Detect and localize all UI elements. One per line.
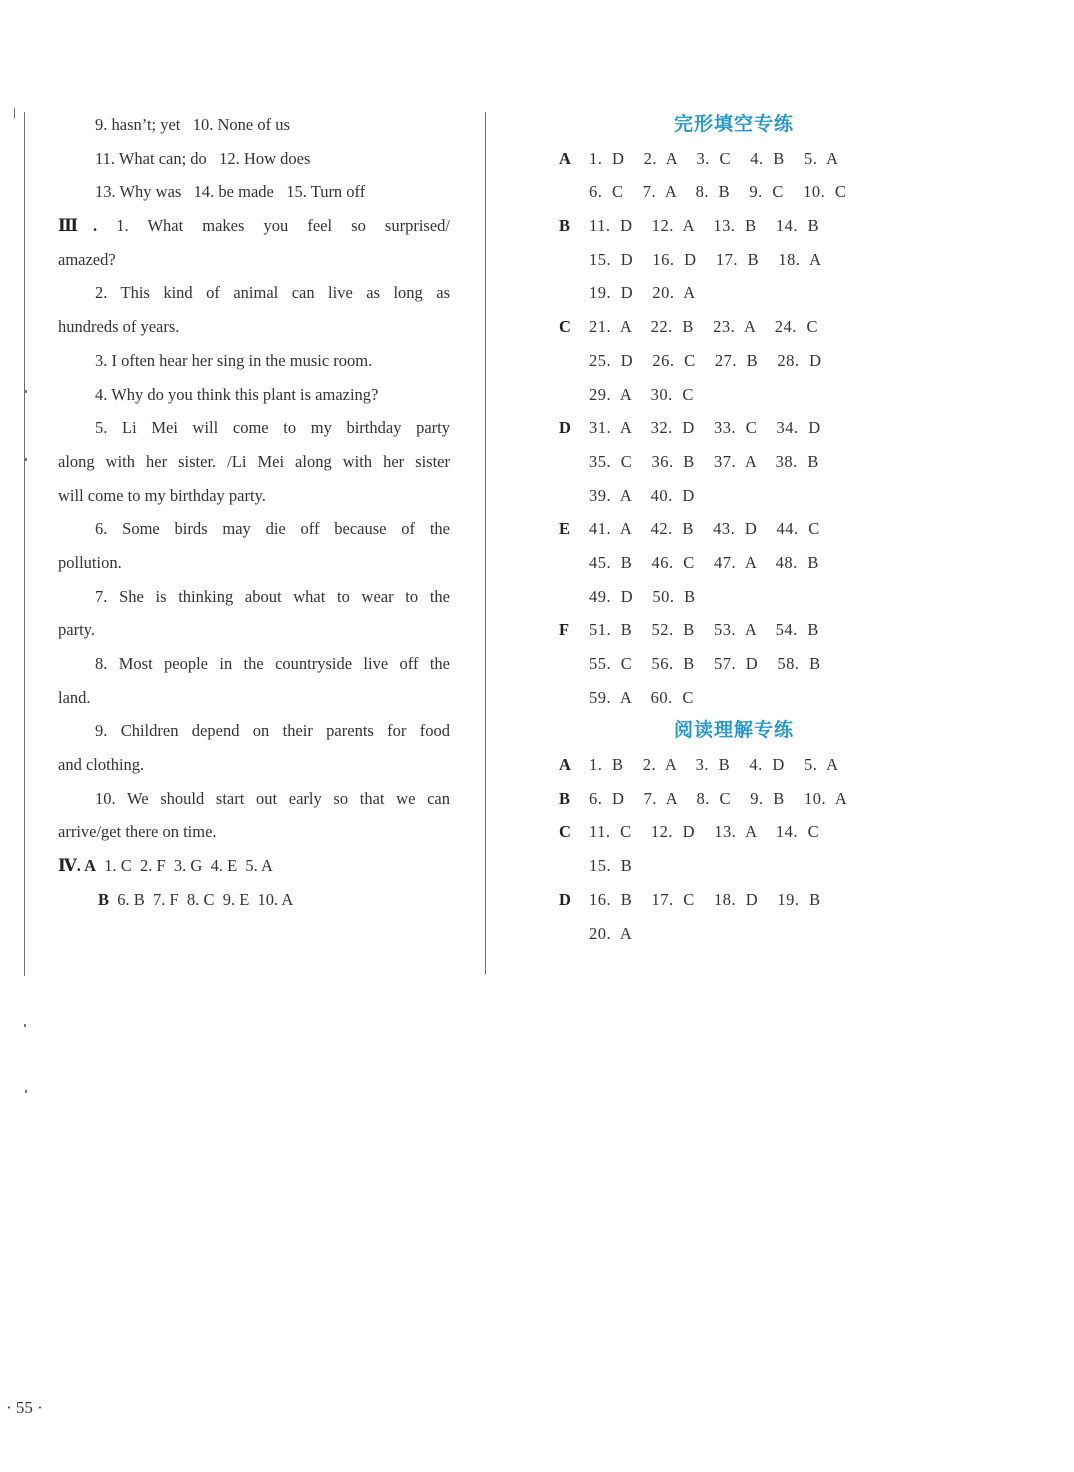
group-label: C [559,822,571,842]
answer-row [555,411,885,445]
answers-text: 19. D 20. A [589,283,696,303]
answer-row [555,883,885,917]
answer-row [555,917,885,951]
section-label: Ⅲ. [58,216,98,236]
answer-text: 4. Why do you think this plant is amazing? [95,384,379,404]
group-label: B [559,216,571,236]
answers-text: 1. B 2. A 3. B 4. D 5. A [589,755,839,775]
answer-line [58,815,450,849]
group-label [555,378,589,412]
answer-text: 9. hasn’t; yet 10. None of us [95,115,290,134]
answer-text: and clothing. [58,755,145,775]
group-label: F [559,620,570,640]
answer-row [555,209,885,243]
answer-row [555,512,885,546]
cloze-section-title: 完形填空专练 [673,113,794,135]
answer-text: party. [58,620,95,640]
answer-row [555,748,885,782]
left-margin-rule [24,112,25,976]
answer-row [555,479,885,513]
reading-section-title: 阅读理解专练 [673,719,794,742]
answer-text: 1. C 2. F 3. G 4. E 5. A [95,856,273,876]
answers-text: 6. D 7. A 8. C 9. B 10. A [589,788,848,808]
page-number: · 55 · [6,1398,43,1417]
group-label: E [559,519,571,539]
answer-line [58,613,450,647]
answer-line [58,883,450,917]
answer-text: 5. Li Mei will come to my birthday party [95,418,450,438]
answer-text: hundreds of years. [58,317,180,337]
answer-line [58,580,450,614]
answer-text: 1. What makes you feel so surprised/ [97,216,450,236]
group-label: A [559,148,571,168]
answer-line [58,748,450,782]
section-label: B [98,889,110,909]
answers-text: 45. B 46. C 47. A 48. B [589,552,819,572]
group-label: B [559,788,571,808]
right-answer-column [555,108,885,950]
answers-text: 6. C 7. A 8. B 9. C 10. C [589,182,847,202]
answers-text: 29. A 30. C [589,384,694,404]
group-label [555,849,589,883]
answer-row [555,344,885,378]
answers-text: 31. A 32. D 33. C 34. D [589,418,821,438]
answer-line [58,849,450,883]
answer-row [555,276,885,310]
group-label [555,276,589,310]
answer-line [58,108,450,142]
answers-text: 11. D 12. A 13. B 14. B [589,216,820,236]
answer-text: amazed? [58,249,116,269]
answers-text: 21. A 22. B 23. A 24. C [589,317,818,337]
answer-line [58,276,450,310]
answer-line [58,546,450,580]
answer-text: land. [58,687,91,707]
answer-text: along with her sister. /Li Mei along with her sister [58,451,450,471]
group-label: D [559,889,571,909]
answer-text: arrive/get there on time. [58,822,217,842]
answer-row [555,681,885,715]
answer-text: 13. Why was 14. be made 15. Turn off [95,182,366,202]
scan-speck [25,390,27,393]
answer-text: pollution. [58,552,122,572]
answers-text: 11. C 12. D 13. A 14. C [589,822,820,842]
group-label [555,681,589,715]
answers-text: 51. B 52. B 53. A 54. B [589,620,819,640]
answer-row [555,580,885,614]
left-answer-column [58,108,450,917]
answer-line [58,411,450,445]
answer-line [58,681,450,715]
answers-text: 16. B 17. C 18. D 19. B [589,889,821,909]
answer-line [58,175,450,209]
reading-answer-list [555,748,885,950]
answers-text: 39. A 40. D [589,485,695,505]
answer-text: 6. Some birds may die off because of the [95,519,450,539]
answers-text: 15. B [589,856,633,876]
scan-speck [25,1090,27,1093]
answer-text: 11. What can; do 12. How does [95,148,311,168]
answer-line [58,479,450,513]
answer-text: 2. This kind of animal can live as long as [95,283,450,303]
group-label: D [559,418,571,438]
group-label [555,546,589,580]
answer-line [58,243,450,277]
answer-row [555,142,885,176]
group-label [555,243,589,277]
answer-line [58,445,450,479]
answer-line [58,378,450,412]
answer-row [555,647,885,681]
answer-row [555,310,885,344]
answer-row [555,613,885,647]
group-label [555,344,589,378]
answer-text: 10. We should start out early so that we can [95,788,450,808]
answer-line [58,647,450,681]
answer-row [555,243,885,277]
answers-text: 25. D 26. C 27. B 28. D [589,350,822,370]
answer-line [58,344,450,378]
answer-text: 3. I often hear her sing in the music room. [95,350,373,370]
answers-text: 55. C 56. B 57. D 58. B [589,654,821,673]
edge-tick [14,108,15,118]
answers-text: 35. C 36. B 37. A 38. B [589,451,819,471]
answers-text: 20. A [589,923,633,943]
answer-text: 7. She is thinking about what to wear to the [95,586,450,606]
answer-line [58,310,450,344]
answers-text: 49. D 50. B [589,586,696,606]
answer-line [58,714,450,748]
group-label [555,647,589,681]
group-label [555,580,589,614]
answers-text: 15. D 16. D 17. B 18. A [589,249,822,269]
answer-row [555,782,885,816]
group-label [555,479,589,513]
answer-text: 9. Children depend on their parents for food [95,721,450,741]
answers-text: 1. D 2. A 3. C 4. B 5. A [589,148,839,168]
group-label [555,445,589,479]
group-label [555,175,589,209]
section-label: Ⅳ. A [58,856,96,876]
answer-line [58,512,450,546]
answer-line [58,142,450,176]
answer-row [555,445,885,479]
column-divider [485,112,486,974]
cloze-answer-list [555,142,885,715]
answer-text: 6. B 7. F 8. C 9. E 10. A [109,889,294,909]
answer-row [555,175,885,209]
scan-speck [24,1024,26,1027]
answer-line [58,209,450,243]
answer-row [555,546,885,580]
answer-row [555,849,885,883]
answers-text: 41. A 42. B 43. D 44. C [589,519,820,539]
answer-row [555,378,885,412]
answer-text: 8. Most people in the countryside live off the [95,654,450,673]
answer-line [58,782,450,816]
group-label: C [559,317,571,337]
scan-speck [25,458,27,461]
answer-text: will come to my birthday party. [58,485,266,505]
group-label [555,917,589,951]
group-label: A [559,755,571,775]
answer-row [555,815,885,849]
answers-text: 59. A 60. C [589,687,694,707]
